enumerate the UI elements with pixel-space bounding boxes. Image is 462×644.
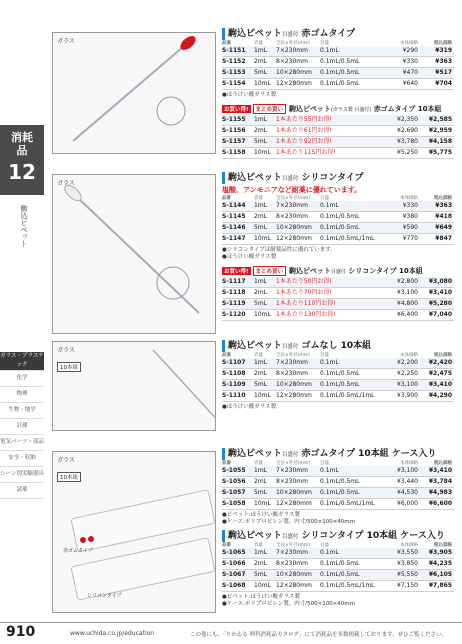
section-no-rubber bbox=[222, 340, 454, 411]
side-menu-item[interactable]: 電気パーツ・部品 bbox=[0, 435, 44, 451]
pipette-no-rubber-icon bbox=[53, 342, 215, 430]
promo-row: S-1119 5mL 1本あたり110円お得! ¥4,800 ¥5,280 bbox=[222, 299, 454, 310]
category-label: 駒込ピペット bbox=[20, 205, 28, 247]
footer-url[interactable]: www.uchida.co.jp/education bbox=[70, 630, 155, 637]
table-header: 品番 容量 全長×外径(mm) 目盛 本体価格 税込価格 bbox=[222, 543, 452, 548]
table-header: 品番 容量 全長×外径(mm) 目盛 本体価格 税込価格 bbox=[222, 353, 452, 358]
section-note: ●ほうけい酸ガラス製 bbox=[222, 92, 277, 98]
side-menu-item[interactable]: 安全・収納 bbox=[0, 451, 44, 467]
product-image-case-set bbox=[52, 451, 216, 613]
material-tag: ガラス bbox=[57, 180, 75, 187]
promo-row: S-1117 1mL 1本あたり50円お得! ¥2,800 ¥3,080 bbox=[222, 277, 454, 288]
section-silicone-case bbox=[222, 530, 454, 608]
page-number: 910 bbox=[6, 624, 36, 640]
section-note: ●ほうけい酸ガラス製 bbox=[222, 404, 277, 410]
table-row: S-1056 2mL 8×230mm 0.1mL/0.5mL ¥3,440 ¥3,784 bbox=[222, 477, 454, 488]
material-tag: ガラス bbox=[57, 38, 75, 45]
section-title: 駒込ピペット目盛付 ゴムなし 10本組 bbox=[222, 340, 454, 352]
promo-row: S-1155 1mL 1本あたり55円お得! ¥2,350 ¥2,585 bbox=[222, 115, 454, 126]
table-row: S-1068 10mL 12×280mm 0.1mL/0.5mL/1mL ¥7,150 ¥7,865 bbox=[222, 581, 454, 592]
table-row: S-1144 1mL 7×230mm 0.1mL ¥330 ¥363 bbox=[222, 201, 454, 212]
section-subtitle: 塩酸、アンモニアなど耐薬に優れています。 bbox=[222, 186, 362, 194]
side-menu-item[interactable]: シーン別実験器具 bbox=[0, 467, 44, 483]
table-row: S-1153 5mL 10×280mm 0.1mL/0.5mL ¥470 ¥517 bbox=[222, 68, 454, 79]
side-menu bbox=[0, 352, 44, 499]
table-row: S-1057 5mL 10×280mm 0.1mL/0.5mL ¥4,530 ¥4,983 bbox=[222, 488, 454, 499]
case-label-silicone: シリコンタイプ bbox=[87, 593, 122, 599]
table-row: S-1066 2mL 8×230mm 0.1mL/0.5mL ¥3,850 ¥4,235 bbox=[222, 559, 454, 570]
table-row: S-1055 1mL 7×230mm 0.1mL ¥3,100 ¥3,410 bbox=[222, 466, 454, 477]
side-menu-item[interactable]: 試薬 bbox=[0, 483, 44, 499]
case-label-red: 赤ゴムタイプ bbox=[63, 548, 93, 554]
side-menu-item[interactable]: ガラス・プラスチック bbox=[0, 352, 44, 371]
promo-row: S-1118 2mL 1本あたり70円お得! ¥3,100 ¥3,410 bbox=[222, 288, 454, 299]
material-tag: ガラス bbox=[57, 347, 75, 354]
table-header: 品番 容量 全長×外径(mm) 目盛 本体価格 税込価格 bbox=[222, 461, 452, 466]
product-image-red-rubber bbox=[52, 32, 216, 154]
table-header: 品番 容量 全長×外径(mm) 目盛 本体価格 税込価格 bbox=[222, 196, 452, 201]
table-row: S-1108 2mL 8×230mm 0.1mL/0.5mL ¥2,250 ¥2,475 bbox=[222, 369, 454, 380]
bulk-promo-title: お買い得! まとめ買い 駒込ピペット 目盛付 シリコンタイプ 10本組 bbox=[224, 267, 423, 275]
left-rail bbox=[0, 0, 44, 644]
section-title: 駒込ピペット目盛付 シリコンタイプ 10本組 ケース入り bbox=[222, 530, 454, 542]
side-menu-item[interactable]: 計測 bbox=[0, 419, 44, 435]
set-count-tag: 10本組 bbox=[57, 472, 81, 482]
section-title: 駒込ピペット目盛付 赤ゴムタイプ 10本組 ケース入り bbox=[222, 448, 454, 460]
table-row: S-1067 5mL 10×280mm 0.1mL/0.5mL ¥5,550 ¥6,105 bbox=[222, 570, 454, 581]
set-count-tag: 10本組 bbox=[57, 362, 81, 372]
section-title: 駒込ピペット目盛付 赤ゴムタイプ bbox=[222, 28, 454, 40]
table-row: S-1110 10mL 12×280mm 0.1mL/0.5mL/1mL ¥3,900 ¥4,290 bbox=[222, 391, 454, 402]
table-row: S-1107 1mL 7×230mm 0.1mL ¥2,200 ¥2,420 bbox=[222, 358, 454, 369]
table-row: S-1065 1mL 7×230mm 0.1mL ¥3,550 ¥3,905 bbox=[222, 548, 454, 559]
table-row: S-1145 2mL 8×230mm 0.1mL/0.5mL ¥380 ¥418 bbox=[222, 212, 454, 223]
product-image-no-rubber bbox=[52, 341, 216, 431]
product-image-silicone bbox=[52, 174, 216, 334]
table-row: S-1151 1mL 7×230mm 0.1mL ¥290 ¥319 bbox=[222, 46, 454, 57]
table-row: S-1109 5mL 10×280mm 0.1mL/0.5mL ¥3,100 ¥3,410 bbox=[222, 380, 454, 391]
bulk-promo-title: お買い得! まとめ買い 駒込ピペット (ガラス製 目盛付) 赤ゴムタイプ 10本組 bbox=[224, 105, 442, 113]
section-note: ●シリコンタイプは耐薬品性に優れています。 ●ほうけい酸ガラス製 bbox=[222, 247, 336, 260]
footer-divider bbox=[0, 622, 462, 623]
chapter-tab-label: 消耗品 bbox=[11, 131, 33, 157]
table-row: S-1154 10mL 12×280mm 0.1mL/0.5mL ¥640 ¥704 bbox=[222, 79, 454, 90]
page-footer bbox=[0, 622, 462, 644]
footer-message: この他にも、「りかゐる 理科消耗品カタログ」にて消耗品を多数掲載しております。ぜひご覧ください。 bbox=[190, 632, 448, 638]
promo-row: S-1156 2mL 1本あたり61円お得! ¥2,690 ¥2,959 bbox=[222, 126, 454, 137]
table-row: S-1147 10mL 12×280mm 0.1mL/0.5mL/1mL ¥770 ¥847 bbox=[222, 234, 454, 245]
table-row: S-1152 2mL 8×230mm 0.1mL/0.5mL ¥330 ¥363 bbox=[222, 57, 454, 68]
section-title: 駒込ピペット目盛付 シリコンタイプ bbox=[222, 172, 454, 184]
promo-row: S-1158 10mL 1本あたり115円お得! ¥5,250 ¥5,775 bbox=[222, 148, 454, 159]
promo-row: S-1120 10mL 1本あたり130円お得! ¥6,400 ¥7,040 bbox=[222, 310, 454, 321]
section-note: ●ピペット:ほうけい酸ガラス製 ●ケース:ポリプロピレン製、内寸/500×100×40mm bbox=[222, 594, 356, 607]
pipette-red-rubber-icon bbox=[53, 33, 215, 153]
chapter-number: 12 bbox=[8, 160, 36, 184]
promo-row: S-1157 5mL 1本あたり92円お得! ¥3,780 ¥4,158 bbox=[222, 137, 454, 148]
table-row: S-1058 10mL 12×280mm 0.1mL/0.5mL/1mL ¥6,000 ¥6,600 bbox=[222, 499, 454, 510]
section-red-case bbox=[222, 448, 454, 526]
section-silicone bbox=[222, 172, 454, 321]
side-menu-item[interactable]: 化学 bbox=[0, 371, 44, 387]
section-note: ●ピペット:ほうけい酸ガラス製 ●ケース:ポリプロピレン製、内寸/500×100×40mm bbox=[222, 512, 356, 525]
side-menu-item[interactable]: 物理 bbox=[0, 387, 44, 403]
section-red-rubber bbox=[222, 28, 454, 159]
table-row: S-1146 5mL 10×280mm 0.1mL/0.5mL ¥590 ¥649 bbox=[222, 223, 454, 234]
pipette-silicone-icon bbox=[53, 175, 215, 333]
material-tag: ガラス bbox=[57, 457, 75, 464]
side-menu-item[interactable]: 生物・地学 bbox=[0, 403, 44, 419]
table-header: 品番 容量 全長×外径(mm) 目盛 本体価格 税込価格 bbox=[222, 41, 452, 46]
